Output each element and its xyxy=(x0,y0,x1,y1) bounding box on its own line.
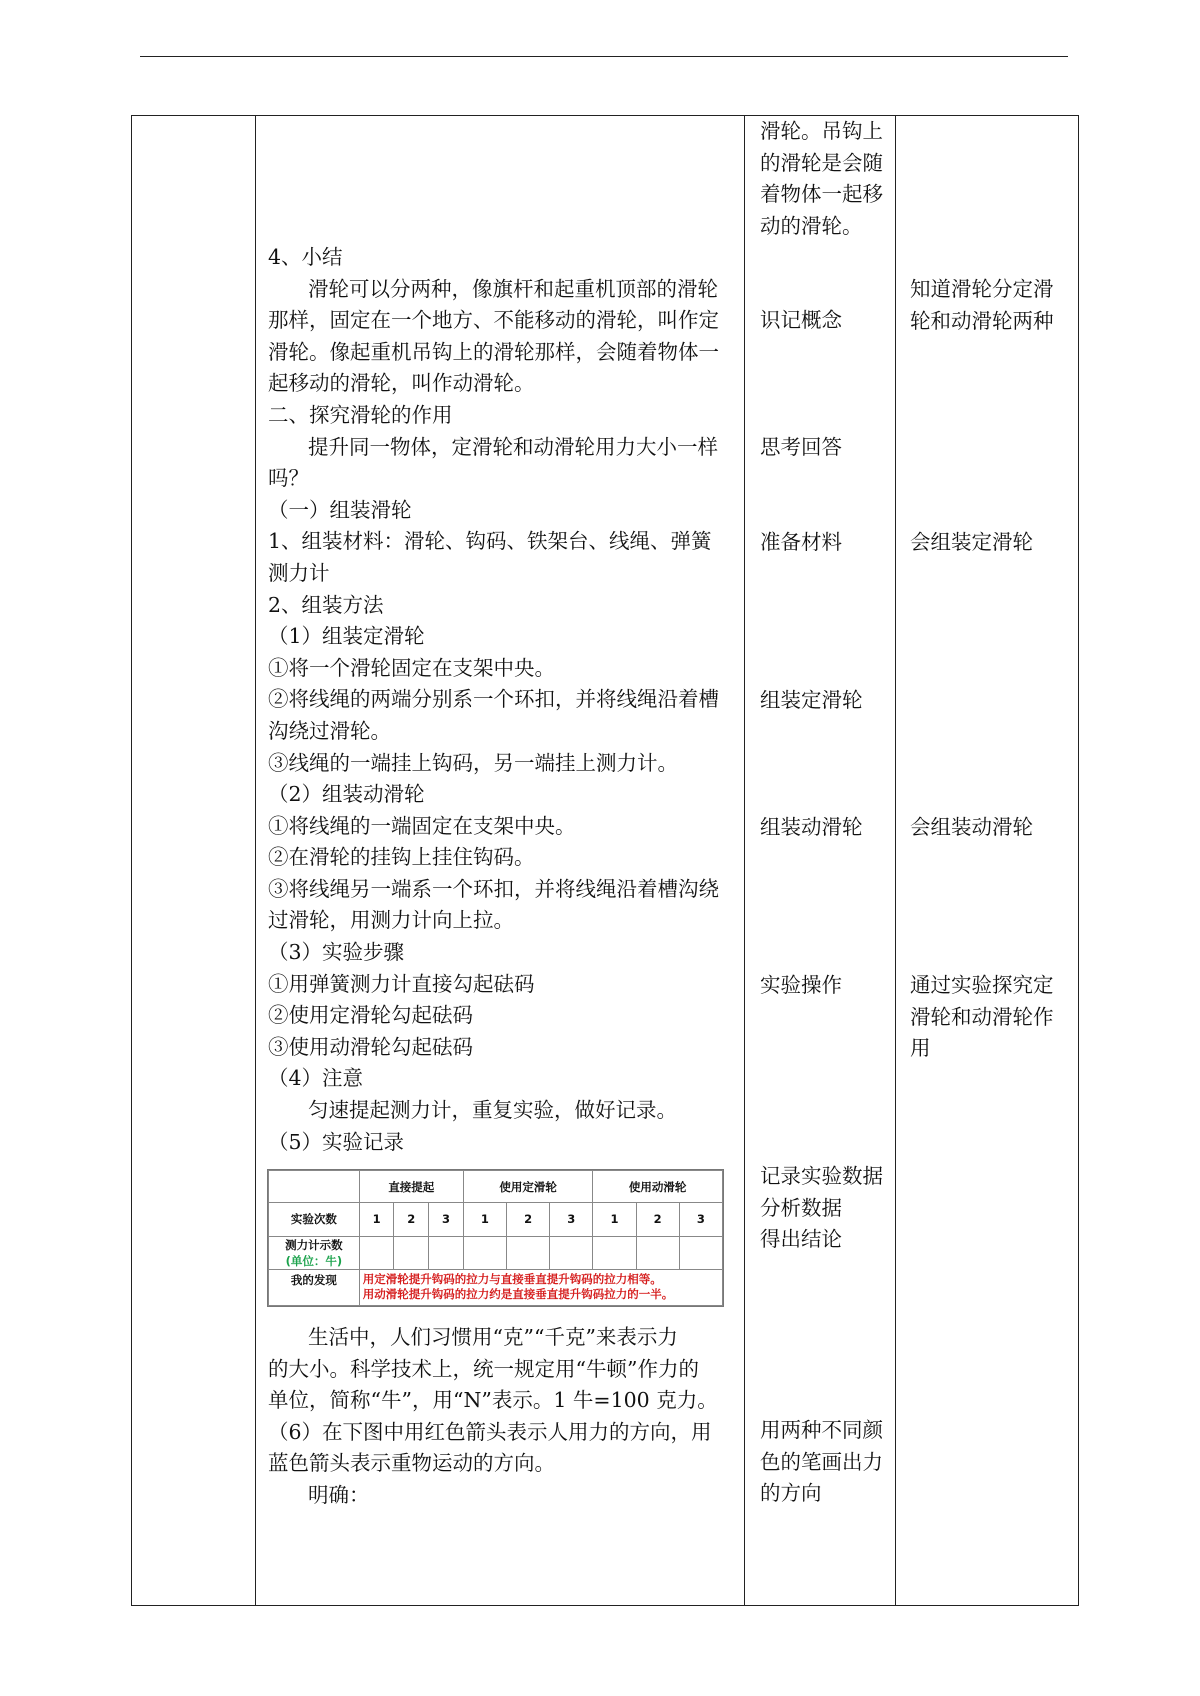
row-label-times: 实验次数 xyxy=(269,1203,360,1236)
section2-heading: 二、探究滑轮的作用 xyxy=(268,402,453,427)
group-header: 使用定滑轮 xyxy=(463,1171,593,1203)
movable-step: ②在滑轮的挂钩上挂住钩码。 xyxy=(268,845,535,870)
activity-record-line: 得出结论 xyxy=(760,1227,842,1252)
reading-cell xyxy=(636,1236,679,1269)
column-divider-2 xyxy=(744,115,745,1606)
reading-cell xyxy=(507,1236,550,1269)
objective-line: 知道滑轮分定滑 xyxy=(910,277,1054,301)
objective-line: 通过实验探究定 xyxy=(910,973,1054,997)
objective-line: 用 xyxy=(910,1036,931,1061)
summary-line: 那样，固定在一个地方、不能移动的滑轮，叫作定 xyxy=(268,308,719,333)
summary-line: 滑轮。像起重机吊钩上的滑轮那样，会随着物体一 xyxy=(268,339,719,364)
row-label-finding: 我的发现 xyxy=(269,1269,360,1305)
life-line: 的大小。科学技术上，统一规定用“牛顿”作力的 xyxy=(268,1356,699,1381)
activity-line: 动的滑轮。 xyxy=(760,213,863,238)
finding-line: 用动滑轮提升钩码的拉力约是直接垂直提升钩码拉力的一半。 xyxy=(362,1287,674,1302)
objective-can-movable: 会组装动滑轮 xyxy=(910,815,1033,839)
fixed-step: ①将一个滑轮固定在支架中央。 xyxy=(268,655,555,680)
finding-line: 用定滑轮提升钩码的拉力与直接垂直提升钩码的拉力相等。 xyxy=(362,1272,662,1287)
reading-cell xyxy=(679,1236,722,1269)
movable-step: ①将线绳的一端固定在支架中央。 xyxy=(268,813,576,838)
column-divider-3 xyxy=(895,115,896,1606)
objective-line: 滑轮和动滑轮作 xyxy=(910,1004,1054,1029)
column-divider-1 xyxy=(255,115,256,1606)
life-line: 生活中，人们习惯用“克”“千克”来表示力 xyxy=(308,1325,678,1349)
movable-step: ③将线绳另一端系一个环扣，并将线绳沿着槽沟绕 xyxy=(268,876,719,901)
objective-line: 轮和动滑轮两种 xyxy=(910,308,1054,333)
activity-prepare: 准备材料 xyxy=(760,530,842,554)
clear-label: 明确： xyxy=(308,1482,370,1507)
group-header: 使用动滑轮 xyxy=(593,1171,723,1203)
reading-unit: (单位：牛) xyxy=(285,1253,343,1268)
experiment-step: ①用弹簧测力计直接勾起砝码 xyxy=(268,971,535,996)
activity-assemble-fixed: 组装定滑轮 xyxy=(760,688,863,712)
activity-line: 滑轮。吊钩上 xyxy=(760,119,883,143)
trial-number: 2 xyxy=(636,1203,679,1236)
trial-number: 2 xyxy=(394,1203,429,1236)
objective-explore xyxy=(910,970,1070,1065)
row-label-reading xyxy=(269,1236,360,1269)
trial-number: 1 xyxy=(593,1203,636,1236)
steps-heading: （3）实验步骤 xyxy=(268,940,405,965)
summary-line: 滑轮可以分两种，像旗杆和起重机顶部的滑轮 xyxy=(308,276,718,301)
activity-record-line: 记录实验数据 xyxy=(760,1164,883,1188)
reading-cell xyxy=(593,1236,636,1269)
header-rule xyxy=(140,56,1068,57)
activity-draw-line: 的方向 xyxy=(760,1481,822,1506)
method-heading: 2、组装方法 xyxy=(268,592,384,617)
experiment-step: ②使用定滑轮勾起砝码 xyxy=(268,1003,473,1028)
question-line: 吗？ xyxy=(268,466,309,491)
activity-draw-line: 色的笔画出力 xyxy=(760,1449,883,1474)
activity-line: 的滑轮是会随 xyxy=(760,150,883,175)
materials-line: 测力计 xyxy=(268,560,330,585)
empty-header-cell xyxy=(269,1171,360,1203)
life-line: 单位，简称“牛”，用“N”表示。1 牛=100 克力。 xyxy=(268,1388,718,1413)
arrow-line: （6）在下图中用红色箭头表示人用力的方向，用 xyxy=(268,1419,712,1444)
fixed-step: 沟绕过滑轮。 xyxy=(268,718,391,743)
objective-know xyxy=(910,274,1070,337)
reading-cell xyxy=(550,1236,593,1269)
group-header: 直接提起 xyxy=(359,1171,463,1203)
note-text: 匀速提起测力计，重复实验，做好记录。 xyxy=(308,1098,677,1123)
materials-line: 1、组装材料：滑轮、钩码、铁架台、线绳、弹簧 xyxy=(268,529,712,554)
arrow-line: 蓝色箭头表示重物运动的方向。 xyxy=(268,1451,555,1476)
activity-top xyxy=(760,116,896,242)
note-heading: （4）注意 xyxy=(268,1066,364,1091)
activity-record-line: 分析数据 xyxy=(760,1195,842,1220)
reading-cell xyxy=(463,1236,506,1269)
trial-number: 3 xyxy=(550,1203,593,1236)
reading-label: 测力计示数 xyxy=(285,1237,343,1252)
movable-heading: （2）组装动滑轮 xyxy=(268,782,425,807)
summary-heading: 4、小结 xyxy=(268,245,343,269)
findings-cell xyxy=(359,1269,722,1305)
activity-operate: 实验操作 xyxy=(760,973,842,997)
activity-record xyxy=(760,1161,896,1256)
fixed-heading: （1）组装定滑轮 xyxy=(268,624,425,649)
movable-step: 过滑轮，用测力计向上拉。 xyxy=(268,908,514,933)
assemble-heading: （一）组装滑轮 xyxy=(268,497,412,522)
summary-block xyxy=(268,242,744,1158)
trial-number: 1 xyxy=(463,1203,506,1236)
record-heading: （5）实验记录 xyxy=(268,1129,405,1154)
trial-number: 2 xyxy=(507,1203,550,1236)
experiment-record-table xyxy=(267,1169,724,1307)
activity-draw xyxy=(760,1415,896,1510)
activity-concept: 识记概念 xyxy=(760,308,842,332)
reading-cell xyxy=(359,1236,394,1269)
activity-assemble-movable: 组装动滑轮 xyxy=(760,815,863,839)
summary-line: 起移动的滑轮，叫作动滑轮。 xyxy=(268,371,535,396)
fixed-step: ③线绳的一端挂上钩码，另一端挂上测力计。 xyxy=(268,750,678,775)
activity-line: 着物体一起移 xyxy=(760,182,883,207)
objective-can-fixed: 会组装定滑轮 xyxy=(910,530,1033,554)
experiment-step: ③使用动滑轮勾起砝码 xyxy=(268,1034,473,1059)
activity-think: 思考回答 xyxy=(760,435,842,459)
trial-number: 3 xyxy=(679,1203,722,1236)
activity-draw-line: 用两种不同颜 xyxy=(760,1418,883,1442)
trial-number: 3 xyxy=(429,1203,464,1236)
reading-cell xyxy=(394,1236,429,1269)
question-line: 提升同一物体，定滑轮和动滑轮用力大小一样 xyxy=(308,434,718,459)
fixed-step: ②将线绳的两端分别系一个环扣，并将线绳沿着槽 xyxy=(268,687,719,712)
lower-block xyxy=(268,1322,744,1512)
trial-number: 1 xyxy=(359,1203,394,1236)
reading-cell xyxy=(429,1236,464,1269)
